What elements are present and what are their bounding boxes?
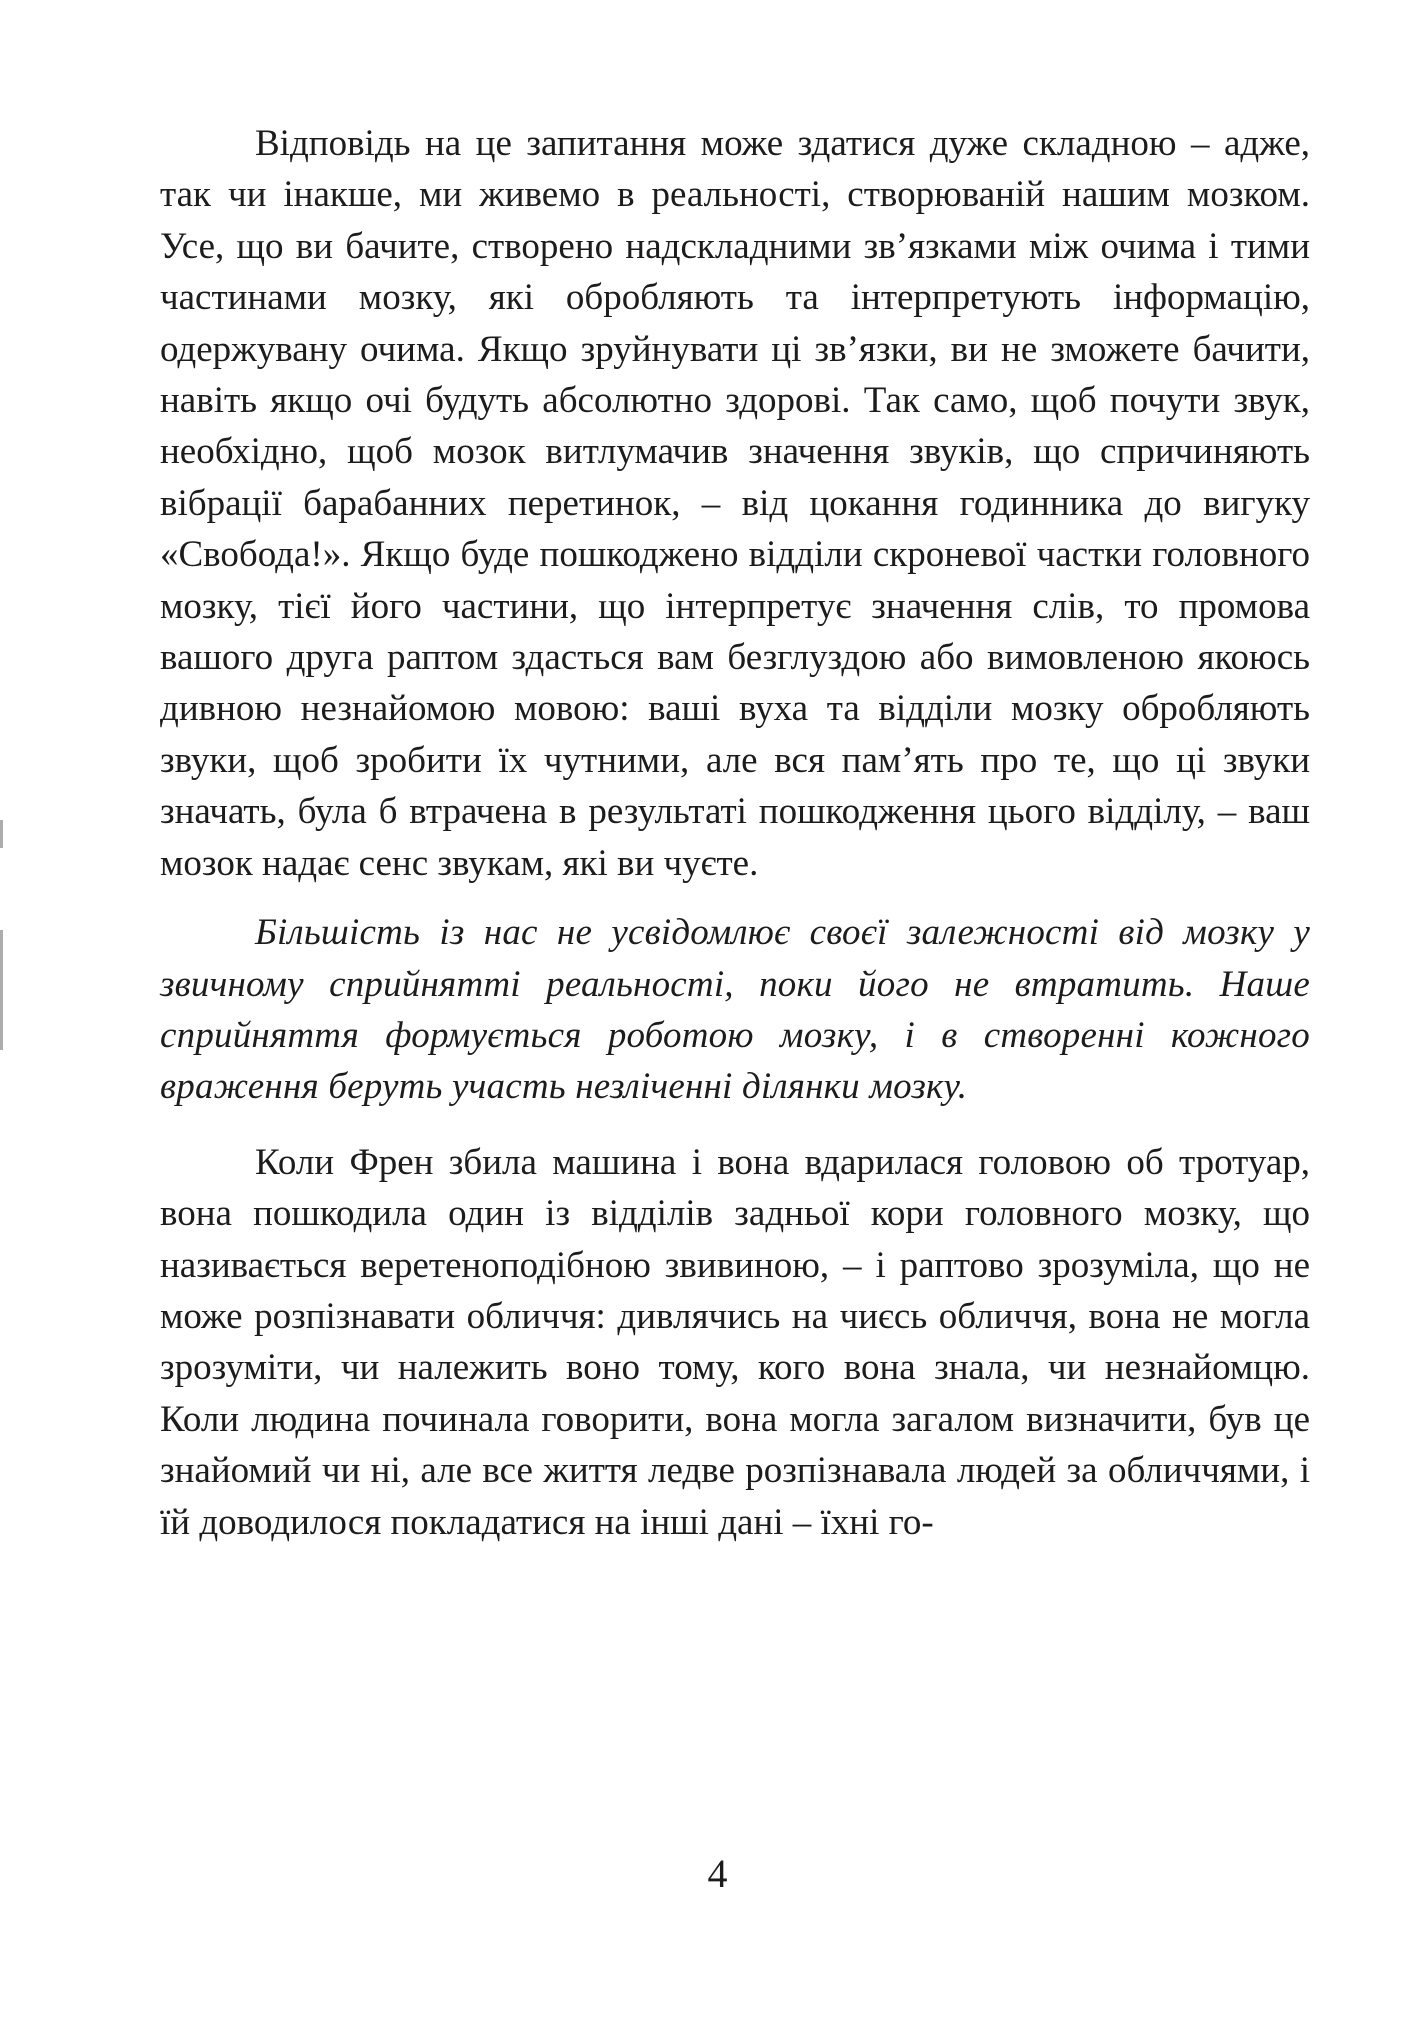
- page-number: 4: [707, 1851, 728, 1896]
- scan-edge-mark-lower: [0, 930, 3, 1050]
- paragraph-brain-reality: Відповідь на це запитання може здатися дуже складною – адже, так чи інакше, ми живемо в реальності, створюваній нашим мозком. Усе, що ви бачите, створено надскладними зв’язками між очима і тими частинами мозку, які обробляють та інтерпретують інформацію, одержувану очима. Якщо зруйнувати ці зв’язки, ви не зможете бачити, навіть якщо очі будуть абсолютно здорові. Так само, щоб почути звук, необхідно, щоб мозок витлумачив значення звуків, що спричиняють вібрації барабанних перетинок, – від цокання годинника до вигуку «Свобода!». Якщо буде пошкоджено відділи скроневої частки головного мозку, тієї його частини, що інтерпретує значення слів, то промова вашого друга раптом здасться вам безглуздою або вимовленою якоюсь дивною незнайомою мовою: ваші вуха та відділи мозку обробляють звуки, щоб зробити їх чутними, але вся пам’ять про те, що ці звуки значать, була б втрачена в результаті пошкодження цього відділу, – ваш мозок надає сенс звукам, які ви чуєте.: [160, 123, 1310, 884]
- scan-edge-mark-upper: [0, 820, 3, 848]
- paragraph-italic-summary: Більшість із нас не усвідомлює своєї залежності від мозку у звичному сприйнятті реальності, поки його не втратить. Наше сприйняття формується роботою мозку, і в створенні кожного враження беруть участь незліченні ділянки мозку.: [160, 912, 1310, 1108]
- page-body: [160, 118, 1310, 1548]
- paragraph-fren-story: Коли Френ збила машина і вона вдарилася головою об тротуар, вона пошкодила один із відділів задньої кори головного мозку, що називається веретеноподібною звивиною, – і раптово зрозуміла, що не може розпізнавати обличчя: дивлячись на чиєсь обличчя, вона не могла зрозуміти, чи належить воно тому, кого вона знала, чи незнайомцю. Коли людина починала говорити, вона могла загалом визначити, був це знайомий чи ні, але все життя ледве розпізнавала людей за обличчями, і їй доводилося покладатися на інші дані – їхні го-: [160, 1141, 1310, 1543]
